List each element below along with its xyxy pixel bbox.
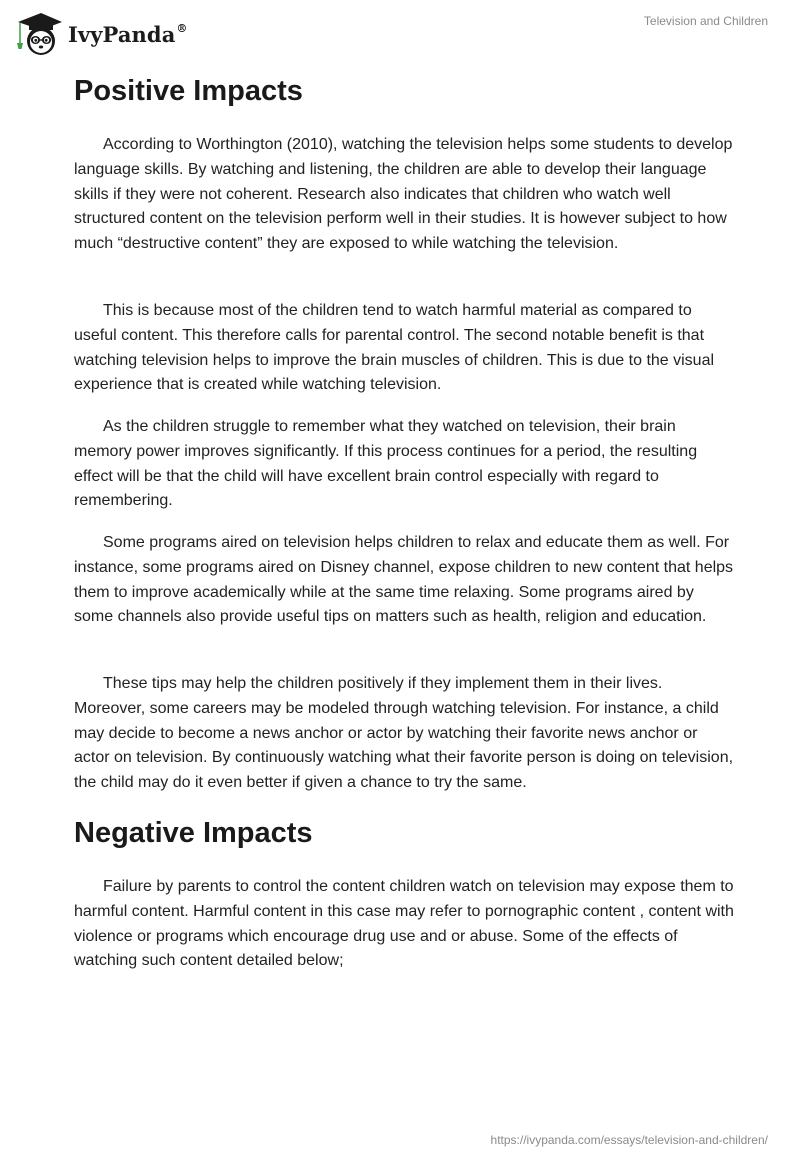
section-heading-positive: Positive Impacts <box>74 75 303 107</box>
paragraph: This is because most of the children tend to watch harmful material as compared to useful content. This therefore calls for parental control. The second notable benefit is that watching television helps to improve the brain muscles of children. This is due to the visual experience that is created while watching television. <box>74 302 715 394</box>
paragraph: These tips may help the children positively if they implement them in their lives. Moreover, some careers may be modeled through watching television. For instance, a child may decide to become a news anchor or actor by watching their favorite news anchor or actor on television. By continuously watching what their favorite person is doing on television, the child may do it even better if given a chance to try the same. <box>74 675 734 792</box>
paragraph: According to Worthington (2010), watching the television helps some students to develop language skills. By watching and listening, the children are able to develop their language skills if they were not coherent. Research also indicates that children who watch well structured content on the television perform well in their studies. It is however subject to how much “destructive content” they are exposed to while watching the television. <box>74 136 733 253</box>
registered-mark: ® <box>176 21 188 35</box>
brand-logo[interactable] <box>14 9 188 57</box>
section-heading-negative: Negative Impacts <box>74 817 313 849</box>
paragraph: Some programs aired on television helps children to relax and educate them as well. For instance, some programs aired on Disney channel, expose children to new content that helps them to improve academically while at the same time relaxing. Some programs aired by some channels also provide useful tips on matters such as health, religion and education. <box>74 534 734 626</box>
source-url[interactable]: https://ivypanda.com/essays/television-and-children/ <box>490 1133 768 1147</box>
panda-graduate-icon <box>14 9 64 57</box>
document-title: Television and Children <box>643 14 768 28</box>
paragraph: As the children struggle to remember what they watched on television, their brain memory power improves significantly. If this process continues for a period, the resulting effect will be that the child will have excellent brain control especially with regard to remembering. <box>74 418 698 510</box>
paragraph: Failure by parents to control the content children watch on television may expose them to harmful content. Harmful content in this case may refer to pornographic content , content with violence or programs which encourage drug use and or abuse. Some of the effects of watching such content detailed below; <box>74 878 734 970</box>
brand-name: IvyPanda® <box>68 21 188 47</box>
